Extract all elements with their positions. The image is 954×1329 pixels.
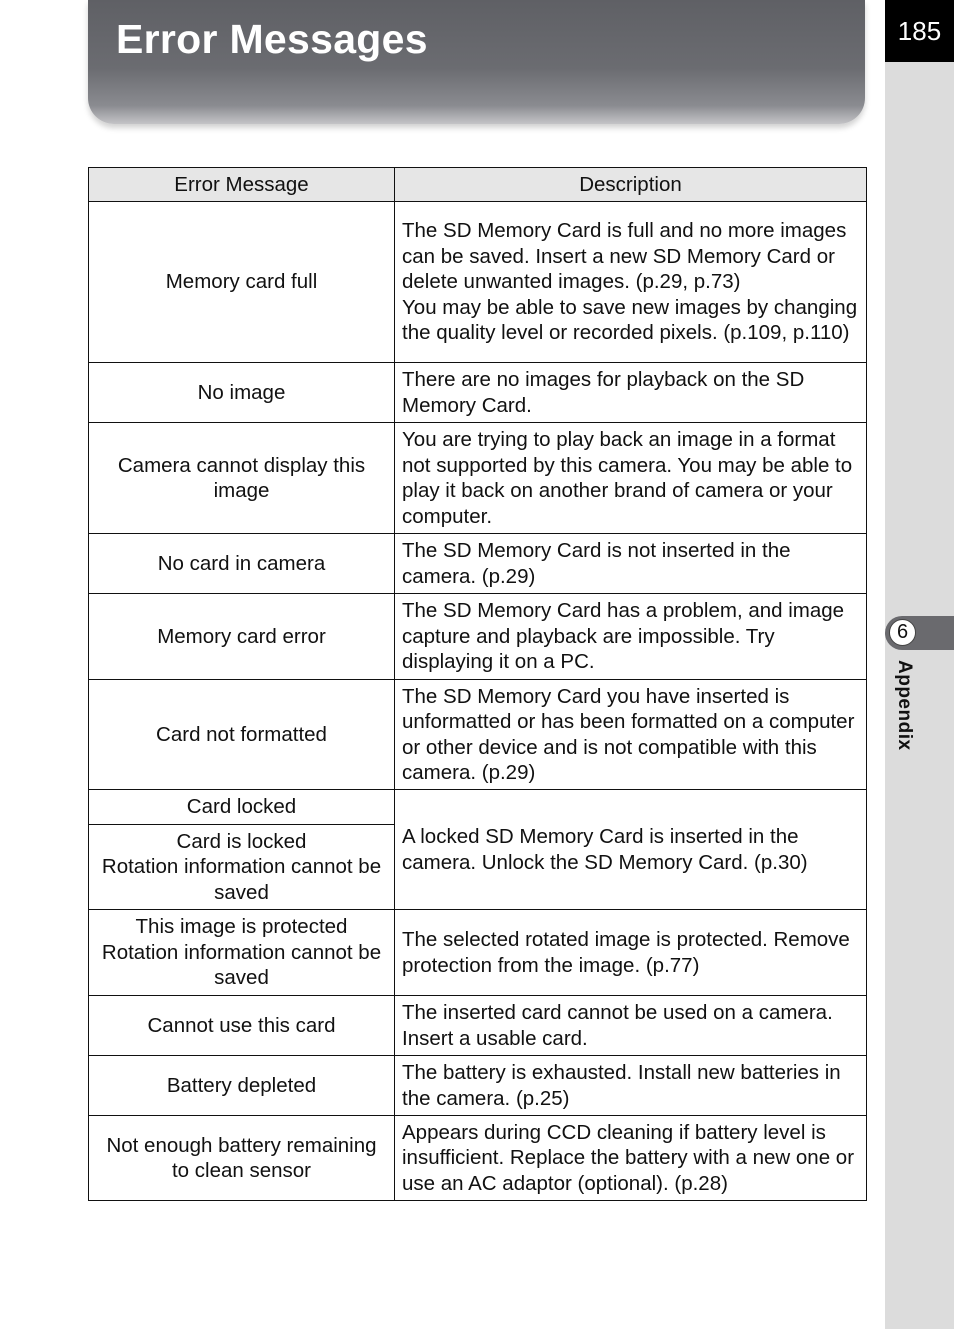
table-row [89,910,867,996]
description-cell: The SD Memory Card has a problem, and image capture and playback are impossible. Try displaying it on a PC. [395,594,867,680]
error-message-cell: No image [89,363,395,423]
table-row [89,680,867,790]
error-message-cell: Not enough battery remaining to clean sensor [89,1116,395,1201]
error-message-cell: Card locked [89,790,395,825]
column-header-description: Description [395,168,867,202]
page-title: Error Messages [116,16,428,62]
error-message-cell: Memory card error [89,594,395,680]
error-message-cell: Battery depleted [89,1056,395,1116]
page-header [88,0,865,124]
description-cell: The SD Memory Card is full and no more images can be saved. Insert a new SD Memory Card or delete unwanted images. (p.29, p.73) You may be able to save new images by changing the quality level or recorded pixels. (p.109, p.110) [395,202,867,363]
table-row [89,790,867,825]
error-messages-table [88,167,867,1201]
chapter-number: 6 [889,619,916,646]
error-message-cell: Memory card full [89,202,395,363]
description-cell: The battery is exhausted. Install new batteries in the camera. (p.25) [395,1056,867,1116]
table-row [89,534,867,594]
chapter-label: Appendix [894,660,915,751]
description-cell: The inserted card cannot be used on a camera. Insert a usable card. [395,996,867,1056]
description-cell: There are no images for playback on the SD Memory Card. [395,363,867,423]
error-message-cell: Cannot use this card [89,996,395,1056]
error-message-cell: This image is protected Rotation information cannot be saved [89,910,395,996]
description-cell: The SD Memory Card is not inserted in the camera. (p.29) [395,534,867,594]
description-cell: You are trying to play back an image in a format not supported by this camera. You may be able to play it back on another brand of camera or your computer. [395,423,867,534]
description-cell: A locked SD Memory Card is inserted in the camera. Unlock the SD Memory Card. (p.30) [395,790,867,910]
error-message-cell: No card in camera [89,534,395,594]
description-cell: The SD Memory Card you have inserted is unformatted or has been formatted on a computer or other device and is not compatible with this camera. (p.29) [395,680,867,790]
page-number: 185 [885,0,954,62]
table-row [89,423,867,534]
table-row [89,202,867,363]
error-message-cell: Card is locked Rotation information cannot be saved [89,825,395,910]
table-header-row [89,168,867,202]
table-row [89,996,867,1056]
table-row [89,1116,867,1201]
error-message-cell: Card not formatted [89,680,395,790]
description-cell: The selected rotated image is protected. Remove protection from the image. (p.77) [395,910,867,996]
description-cell: Appears during CCD cleaning if battery level is insufficient. Replace the battery with a new one or use an AC adaptor (optional). (p.28) [395,1116,867,1201]
column-header-error-message: Error Message [89,168,395,202]
error-message-cell: Camera cannot display this image [89,423,395,534]
table-row [89,594,867,680]
table-row [89,1056,867,1116]
table-row [89,363,867,423]
